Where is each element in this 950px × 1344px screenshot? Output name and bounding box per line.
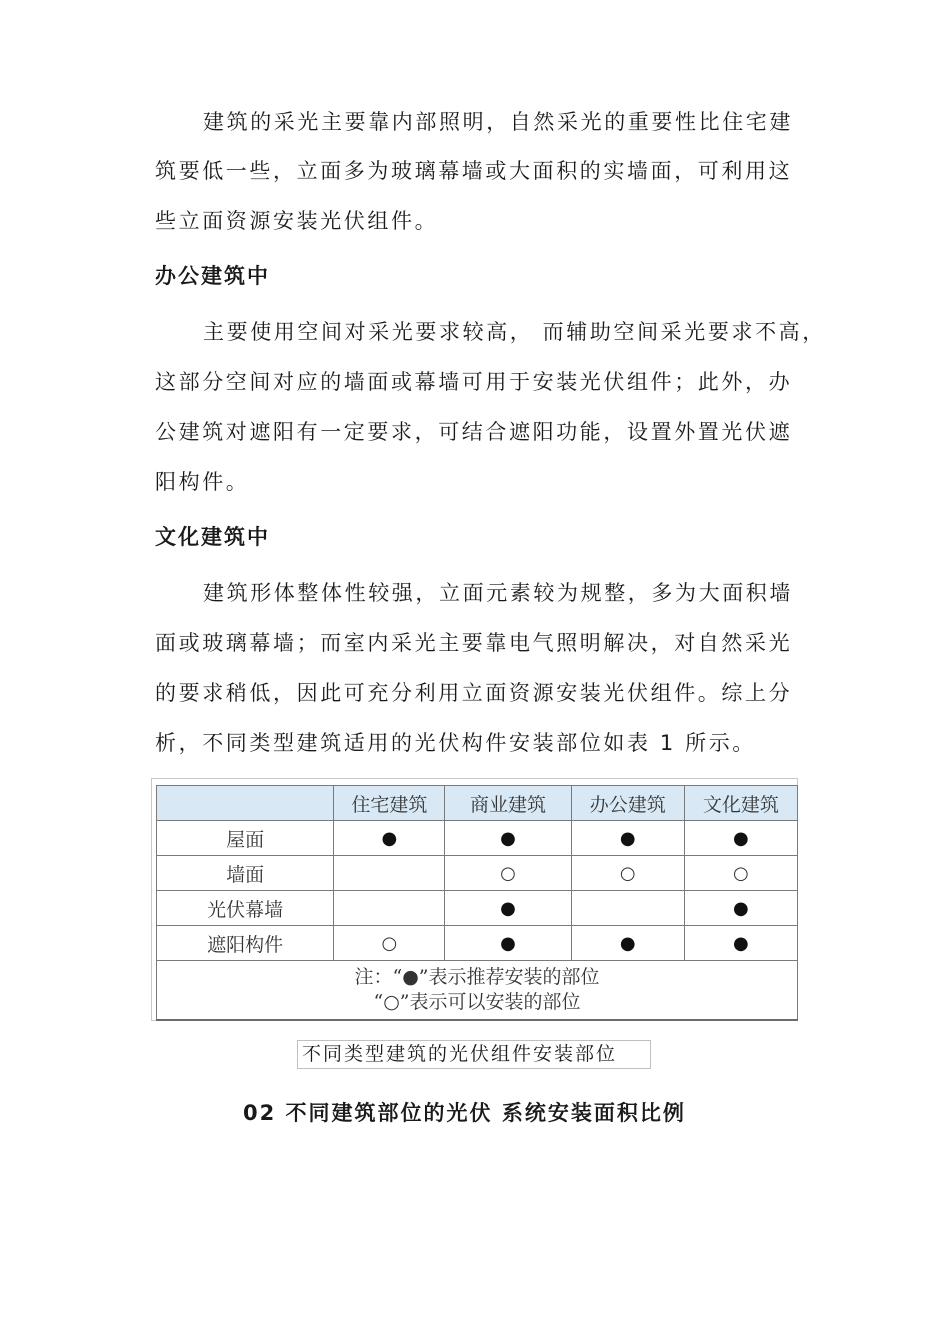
table-row [157, 821, 798, 856]
paragraph-line: 公建筑对遮阳有一定要求，可结合遮阳功能，设置外置光伏遮 [155, 420, 793, 444]
row-label: 光伏幕墙 [157, 891, 334, 926]
table-header-cell [157, 786, 334, 821]
table-cell [571, 891, 684, 926]
paragraph-line: 些立面资源安装光伏组件。 [155, 209, 439, 233]
table-row [157, 891, 798, 926]
table-row [157, 856, 798, 891]
row-label: 遮阳构件 [157, 926, 334, 961]
paragraph-line: 阳构件。 [155, 470, 250, 494]
paragraph-line: 这部分空间对应的墙面或幕墙可用于安装光伏组件；此外，办 [155, 370, 793, 394]
table-caption: 不同类型建筑的光伏组件安装部位 [297, 1040, 651, 1069]
installation-table-frame [151, 778, 798, 1021]
table-cell [334, 891, 445, 926]
table-cell: ● [684, 821, 797, 856]
table-header-cell: 文化建筑 [684, 786, 797, 821]
paragraph-line: 主要使用空间对采光要求较高， 而辅助空间采光要求不高， [203, 320, 826, 344]
table-note [157, 961, 798, 1021]
table-cell: ● [445, 926, 571, 961]
table-cell: ● [571, 926, 684, 961]
installation-table [156, 785, 798, 1021]
table-cell: ○ [445, 856, 571, 891]
table-cell: ● [684, 891, 797, 926]
table-row [157, 926, 798, 961]
section-title: 02 不同建筑部位的光伏 系统安装面积比例 [243, 1101, 686, 1125]
paragraph-line: 建筑的采光主要靠内部照明，自然采光的重要性比住宅建 [203, 110, 793, 134]
table-note-row [157, 961, 798, 1021]
row-label: 墙面 [157, 856, 334, 891]
table-cell: ● [684, 926, 797, 961]
table-cell: ○ [571, 856, 684, 891]
table-cell: ● [445, 821, 571, 856]
paragraph-line: 面或玻璃幕墙；而室内采光主要靠电气照明解决，对自然采光 [155, 631, 793, 655]
paragraph-line: 的要求稍低，因此可充分利用立面资源安装光伏组件。综上分 [155, 681, 793, 705]
section-heading-culture: 文化建筑中 [155, 525, 270, 549]
table-cell: ● [571, 821, 684, 856]
table-cell [334, 856, 445, 891]
table-header-cell: 办公建筑 [571, 786, 684, 821]
paragraph-line: 建筑形体整体性较强，立面元素较为规整，多为大面积墙 [203, 581, 793, 605]
table-cell: ● [445, 891, 571, 926]
table-header-row [157, 786, 798, 821]
paragraph-line: 析，不同类型建筑适用的光伏构件安装部位如表 1 所示。 [155, 731, 756, 755]
table-note-line: 注：“●”表示推荐安装的部位 [354, 966, 600, 988]
table-header-cell: 住宅建筑 [334, 786, 445, 821]
table-cell: ● [334, 821, 445, 856]
row-label: 屋面 [157, 821, 334, 856]
table-cell: ○ [334, 926, 445, 961]
section-heading-office: 办公建筑中 [155, 264, 270, 288]
table-note-line: “○”表示可以安装的部位 [373, 991, 581, 1013]
table-header-cell: 商业建筑 [445, 786, 571, 821]
table-cell: ○ [684, 856, 797, 891]
paragraph-line: 筑要低一些，立面多为玻璃幕墙或大面积的实墙面，可利用这 [155, 159, 793, 183]
